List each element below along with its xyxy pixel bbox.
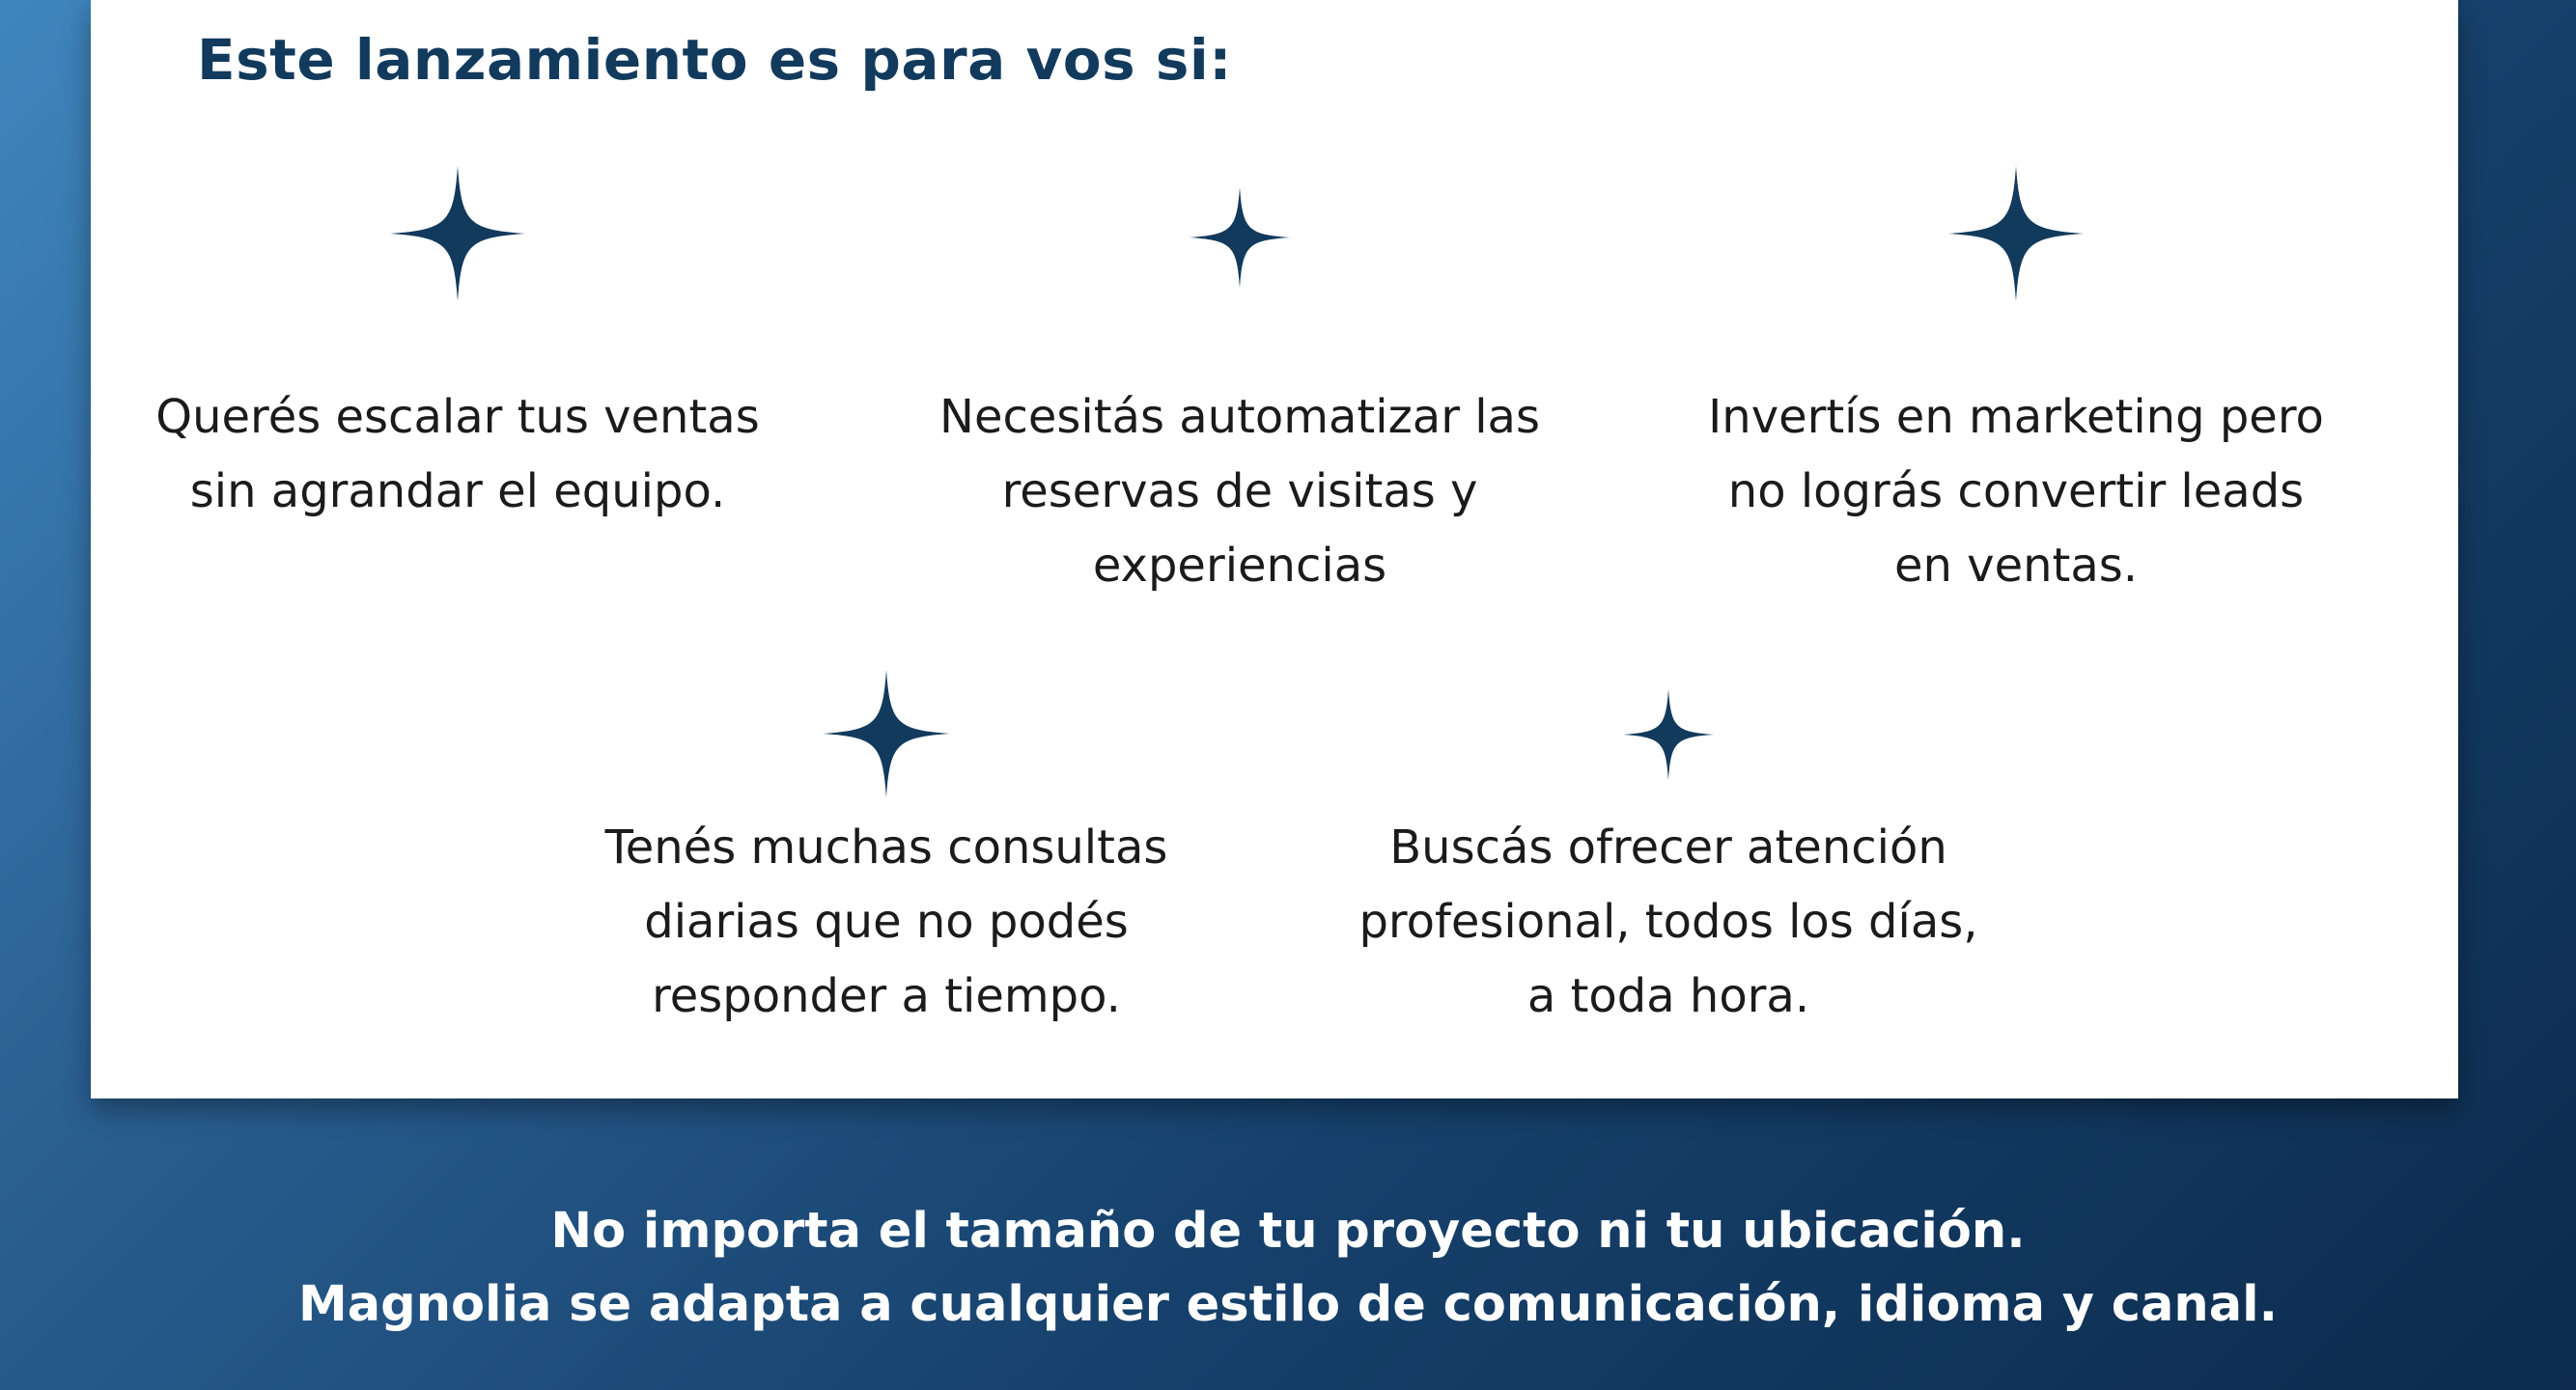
card-title: Este lanzamiento es para vos si: xyxy=(197,27,1232,93)
audience-card xyxy=(91,0,2458,1098)
sparkle-icon xyxy=(1948,164,2084,303)
footer-message xyxy=(0,1195,2576,1342)
sparkle-icon xyxy=(1623,689,1714,780)
sparkle-icon xyxy=(1190,187,1290,288)
sparkle-icon xyxy=(823,668,950,799)
item-text: Querés escalar tus ventas sin agrandar el equipo. xyxy=(155,390,760,518)
sparkle-icon xyxy=(390,164,525,303)
item-text: Tenés muchas consultas diarias que no podés responder a tiempo. xyxy=(604,820,1168,1023)
footer-line-1: No importa el tamaño de tu proyecto ni tu ubicación. xyxy=(550,1203,2026,1260)
footer-line-2: Magnolia se adapta a cualquier estilo de comunicación, idioma y canal. xyxy=(298,1276,2278,1333)
item-text: Buscás ofrecer atención profesional, todos los días, a toda hora. xyxy=(1358,820,1978,1023)
item-text: Necesitás automatizar las reservas de visitas y experiencias xyxy=(939,390,1540,593)
item-text: Invertís en marketing pero no lográs convertir leads en ventas. xyxy=(1708,390,2324,593)
